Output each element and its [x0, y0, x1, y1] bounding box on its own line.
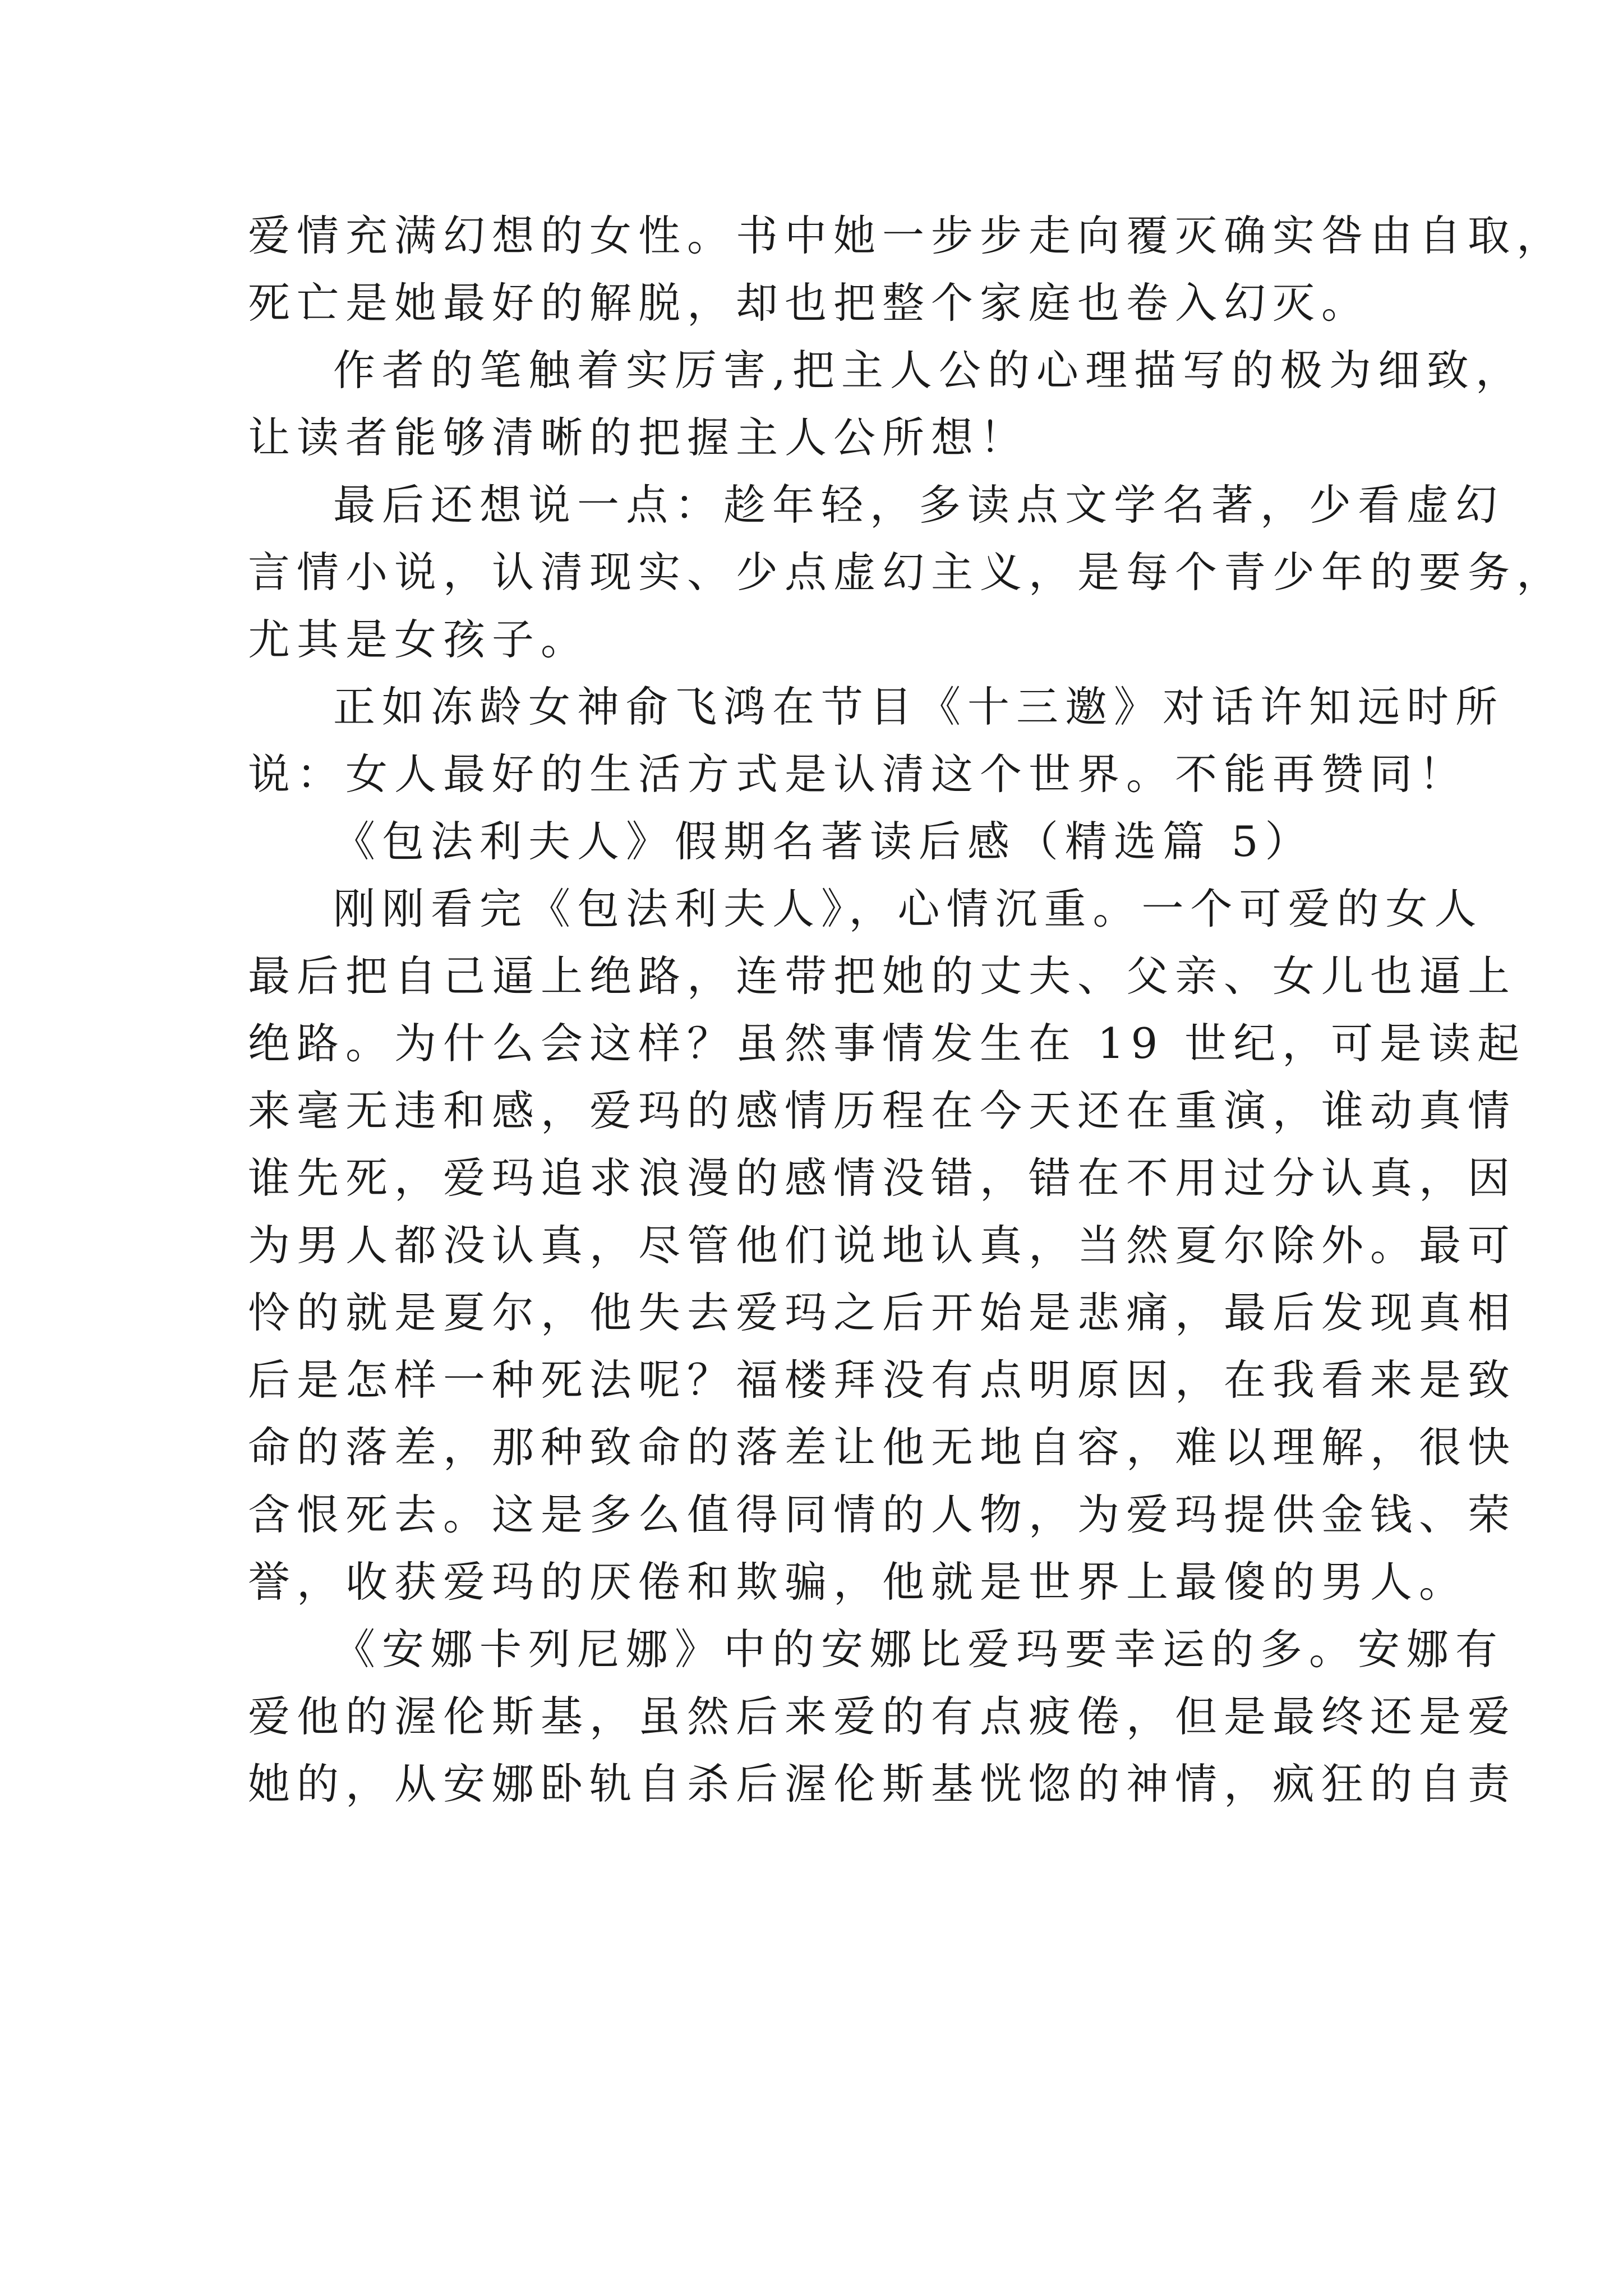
text-line: 为男人都没认真，尽管他们说地认真，当然夏尔除外。最可: [248, 1221, 1517, 1270]
text-line: 最后还想说一点：趁年轻，多读点文学名著，少看虚幻: [333, 480, 1505, 530]
text-line: 言情小说，认清现实、少点虚幻主义，是每个青少年的要务，: [248, 547, 1566, 597]
text-line: 作者的笔触着实厉害,把主人公的心理描写的极为细致，: [333, 346, 1524, 395]
text-line: 刚刚看完《包法利夫人》，心情沉重。一个可爱的女人: [333, 884, 1483, 933]
text-line: 后是怎样一种死法呢？福楼拜没有点明原因，在我看来是致: [248, 1355, 1517, 1405]
body-text: [248, 202, 1566, 1818]
text-line: 怜的就是夏尔，他失去爱玛之后开始是悲痛，最后发现真相: [248, 1288, 1517, 1337]
text-line: 誉，收获爱玛的厌倦和欺骗，他就是世界上最傻的男人。: [248, 1557, 1468, 1607]
text-line: 她的，从安娜卧轨自杀后渥伦斯基恍惚的神情，疯狂的自责: [248, 1759, 1517, 1809]
text-line: 让读者能够清晰的把握主人公所想！: [248, 413, 1029, 462]
text-line: 正如冻龄女神俞飞鸿在节目《十三邀》对话许知远时所: [333, 682, 1505, 731]
section-heading: 《包法利夫人》假期名著读后感（精选篇 5）: [333, 817, 1314, 866]
text-line: 最后把自己逼上绝路，连带把她的丈夫、父亲、女儿也逼上: [248, 951, 1517, 1001]
text-line: 绝路。为什么会这样？虽然事情发生在 19 世纪，可是读起: [248, 1019, 1527, 1068]
text-line: 来毫无违和感，爱玛的感情历程在今天还在重演，谁动真情: [248, 1086, 1517, 1135]
text-line: 说：女人最好的生活方式是认清这个世界。不能再赞同！: [248, 749, 1468, 799]
text-line: 含恨死去。这是多么值得同情的人物，为爱玛提供金钱、荣: [248, 1490, 1517, 1539]
text-line: 谁先死，爱玛追求浪漫的感情没错，错在不用过分认真，因: [248, 1153, 1517, 1203]
text-line: 爱他的渥伦斯基，虽然后来爱的有点疲倦，但是最终还是爱: [248, 1692, 1517, 1741]
text-line: 爱情充满幻想的女性。书中她一步步走向覆灭确实咎由自取，: [248, 211, 1566, 260]
text-line: 死亡是她最好的解脱，却也把整个家庭也卷入幻灭。: [248, 278, 1371, 328]
text-line: 尤其是女孩子。: [248, 615, 590, 664]
text-line: 命的落差，那种致命的落差让他无地自容，难以理解，很快: [248, 1423, 1517, 1472]
text-line: 《安娜卡列尼娜》中的安娜比爱玛要幸运的多。安娜有: [333, 1625, 1505, 1674]
